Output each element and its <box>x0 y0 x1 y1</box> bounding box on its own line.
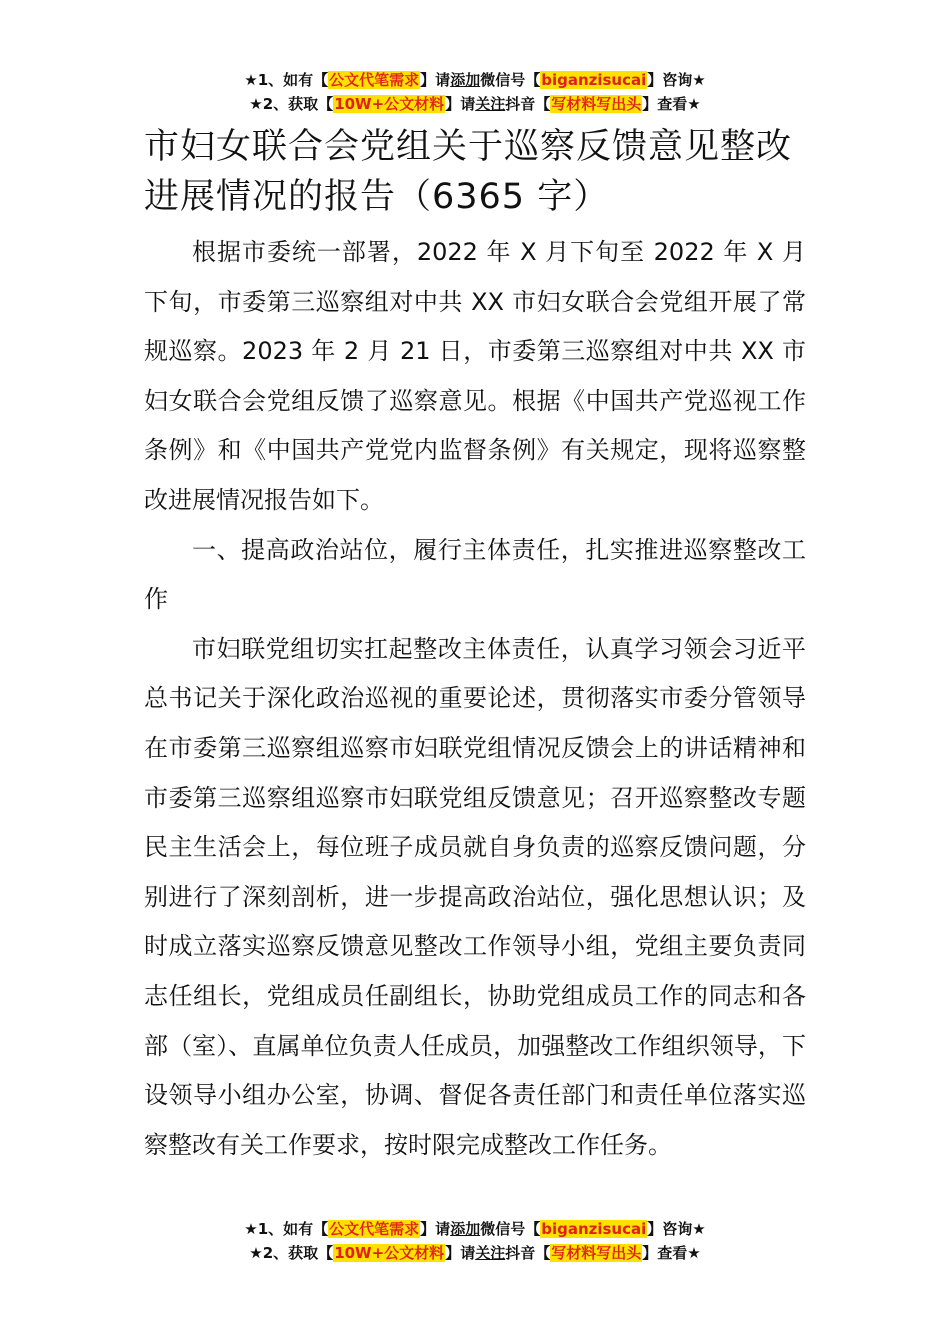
highlight-materials: 10W+公文材料 <box>334 95 445 113</box>
banner-text: 】请 <box>445 95 476 113</box>
paragraph-intro: 根据市委统一部署，2022 年 X 月下旬至 2022 年 X 月下旬，市委第三巡察组对中共 XX 市妇女联合会党组开展了常规巡察。2023 年 2 月 21 日，市委第三巡察组对中共 XX 市妇女联合会党组反馈了巡察意见。根据《中国共产党巡视工作条例》和《中国共产党党内监督条例》有关规定，现将巡察整改进展情况报告如下。 <box>144 238 806 514</box>
underlined-text: 关注 <box>475 1244 506 1262</box>
underlined-text: 添加 <box>450 1220 481 1238</box>
banner-text: 抖音【 <box>505 1244 551 1262</box>
document-body <box>144 122 806 1170</box>
banner-text: 】请 <box>420 71 451 89</box>
highlight-writing-service: 公文代笔需求 <box>329 1220 420 1238</box>
banner-line-2 <box>0 1241 950 1265</box>
banner-line-1 <box>0 1217 950 1241</box>
highlight-douyin-account: 写材料写出头 <box>551 1244 642 1262</box>
banner-text: ★2、获取【 <box>249 1244 334 1262</box>
banner-line-1 <box>0 68 950 92</box>
highlight-materials: 10W+公文材料 <box>334 1244 445 1262</box>
banner-text: ★1、如有【 <box>244 1220 329 1238</box>
bottom-banner <box>0 1217 950 1265</box>
highlight-douyin-account: 写材料写出头 <box>551 95 642 113</box>
banner-text: 】查看★ <box>642 95 701 113</box>
banner-text: ★2、获取【 <box>249 95 334 113</box>
banner-text: 】请 <box>420 1220 451 1238</box>
banner-text: 】咨询★ <box>647 1220 706 1238</box>
banner-line-2 <box>0 92 950 116</box>
top-banner <box>0 68 950 116</box>
section-heading-1: 一、提高政治站位，履行主体责任，扎实推进巡察整改工作 <box>144 535 806 614</box>
banner-text: 微信号【 <box>480 71 541 89</box>
banner-text: 】请 <box>445 1244 476 1262</box>
underlined-text: 添加 <box>450 71 481 89</box>
banner-text: 】咨询★ <box>647 71 706 89</box>
banner-text: 抖音【 <box>505 95 551 113</box>
paragraph-body: 市妇联党组切实扛起整改主体责任，认真学习领会习近平总书记关于深化政治巡视的重要论述，贯彻落实市委分管领导在市委第三巡察组巡察市妇联党组情况反馈会上的讲话精神和市委第三巡察组巡察市妇联党组反馈意见；召开巡察整改专题民主生活会上，每位班子成员就自身负责的巡察反馈问题，分别进行了深刻剖析，进一步提高政治站位，强化思想认识；及时成立落实巡察反馈意见整改工作领导小组，党组主要负责同志任组长，党组成员任副组长，协助党组成员工作的同志和各部（室）、直属单位负责人任成员，加强整改工作组织领导，下设领导小组办公室，协调、督促各责任部门和责任单位落实巡察整改有关工作要求，按时限完成整改工作任务。 <box>144 634 806 1159</box>
banner-text: 微信号【 <box>480 1220 541 1238</box>
underlined-text: 关注 <box>475 95 506 113</box>
banner-text: 】查看★ <box>642 1244 701 1262</box>
highlight-wechat-id: biganzisucai <box>541 1220 647 1238</box>
highlight-wechat-id: biganzisucai <box>541 71 647 89</box>
highlight-writing-service: 公文代笔需求 <box>329 71 420 89</box>
document-title: 市妇女联合会党组关于巡察反馈意见整改进展情况的报告（6365 字） <box>144 127 793 217</box>
banner-text: ★1、如有【 <box>244 71 329 89</box>
